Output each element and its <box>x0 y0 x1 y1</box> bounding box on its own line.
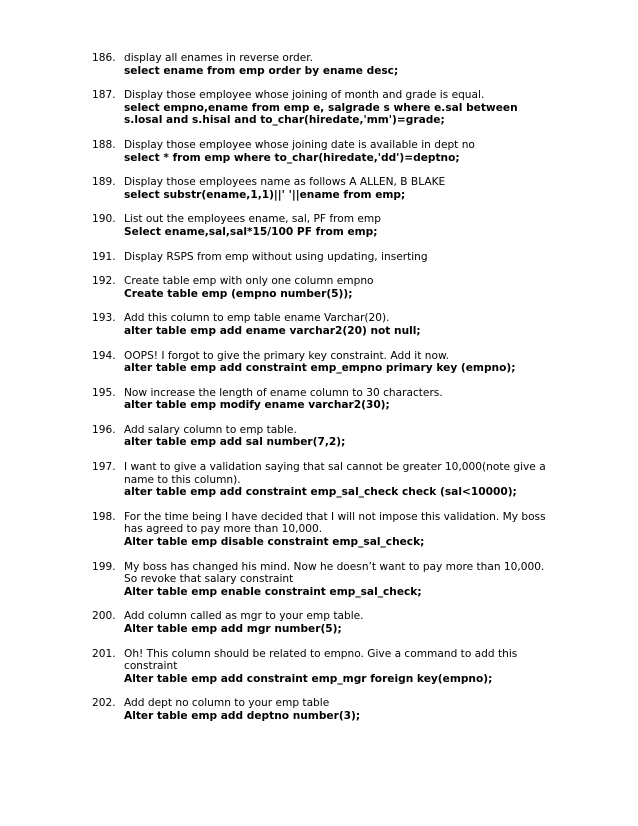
item-number: 190. <box>92 213 116 226</box>
item-body <box>124 648 552 686</box>
item-body <box>124 461 552 499</box>
item-body <box>124 312 552 337</box>
answer-sql: Select ename,sal,sal*15/100 PF from emp; <box>124 225 378 238</box>
list-item <box>92 648 552 686</box>
item-body <box>124 424 552 449</box>
answer-sql: select ename from emp order by ename desc; <box>124 64 399 77</box>
answer-sql: select empno,ename from emp e, salgrade s where e.sal between s.losal and s.hisal and to_char(hiredate,'mm')=grade; <box>124 101 518 127</box>
list-item <box>92 139 552 164</box>
list-item <box>92 176 552 201</box>
answer-sql: alter table emp add constraint emp_sal_check check (sal<10000); <box>124 486 517 499</box>
question-text: Create table emp with only one column empno <box>124 275 374 288</box>
question-text: Display those employee whose joining of month and grade is equal. <box>124 89 485 102</box>
question-text: Add salary column to emp table. <box>124 423 297 436</box>
item-body <box>124 350 552 375</box>
list-item <box>92 52 552 77</box>
item-number: 201. <box>92 647 116 660</box>
list-item <box>92 610 552 635</box>
list-item <box>92 424 552 449</box>
item-number: 192. <box>92 275 116 288</box>
item-body <box>124 387 552 412</box>
item-number: 198. <box>92 510 116 523</box>
item-body <box>124 52 552 77</box>
question-text: Now increase the length of ename column to 30 characters. <box>124 386 443 399</box>
answer-sql: alter table emp modify ename varchar2(30); <box>124 399 390 412</box>
item-number: 189. <box>92 176 116 189</box>
list-item <box>92 89 552 127</box>
question-text: For the time being I have decided that I will not impose this validation. My boss has agreed to pay more than 10,000. <box>124 510 546 536</box>
answer-sql: Create table emp (empno number(5)); <box>124 287 353 300</box>
item-number: 197. <box>92 461 116 474</box>
item-body <box>124 511 552 549</box>
item-number: 188. <box>92 138 116 151</box>
answer-sql: Alter table emp add mgr number(5); <box>124 623 342 635</box>
item-number: 191. <box>92 250 116 263</box>
list-item <box>92 251 552 264</box>
answer-sql: Alter table emp enable constraint emp_sal_check; <box>124 585 422 598</box>
answer-sql: Alter table emp disable constraint emp_sal_check; <box>124 536 425 549</box>
list-item <box>92 350 552 375</box>
answer-sql: alter table emp add ename varchar2(20) not null; <box>124 324 421 337</box>
item-number: 202. <box>92 697 116 710</box>
item-number: 195. <box>92 386 116 399</box>
answer-sql: alter table emp add constraint emp_empno primary key (empno); <box>124 362 516 375</box>
list-item <box>92 312 552 337</box>
item-body <box>124 176 552 201</box>
answer-sql: Alter table emp add constraint emp_mgr foreign key(empno); <box>124 672 493 685</box>
list-item <box>92 697 552 722</box>
list-item <box>92 561 552 599</box>
question-text: Add column called as mgr to your emp table. <box>124 610 364 623</box>
answer-sql: select substr(ename,1,1)||' '||ename from emp; <box>124 188 406 201</box>
item-body <box>124 213 552 238</box>
item-body <box>124 139 552 164</box>
list-item <box>92 387 552 412</box>
question-text: Add this column to emp table ename Varchar(20). <box>124 312 390 325</box>
item-number: 200. <box>92 610 116 623</box>
question-text: OOPS! I forgot to give the primary key constraint. Add it now. <box>124 349 450 362</box>
question-text: display all enames in reverse order. <box>124 52 314 64</box>
item-number: 194. <box>92 349 116 362</box>
question-text: Oh! This column should be related to empno. Give a command to add this constraint <box>124 647 518 673</box>
list-item <box>92 511 552 549</box>
list-item <box>92 461 552 499</box>
item-number: 187. <box>92 89 116 102</box>
list-item <box>92 275 552 300</box>
question-text: My boss has changed his mind. Now he doesn’t want to pay more than 10,000. So revoke that salary constraint <box>124 560 545 586</box>
item-number: 186. <box>92 52 116 64</box>
item-body <box>124 275 552 300</box>
item-number: 193. <box>92 312 116 325</box>
question-text: Display those employees name as follows A ALLEN, B BLAKE <box>124 176 446 189</box>
item-body <box>124 89 552 127</box>
question-text: Display RSPS from emp without using updating, inserting <box>124 250 428 263</box>
answer-sql: alter table emp add sal number(7,2); <box>124 436 346 449</box>
list-item <box>92 213 552 238</box>
question-text: I want to give a validation saying that sal cannot be greater 10,000(note give a name to this column). <box>124 461 546 486</box>
answer-sql: select * from emp where to_char(hiredate,'dd')=deptno; <box>124 151 460 164</box>
item-body <box>124 697 552 722</box>
question-list <box>92 52 552 735</box>
item-number: 196. <box>92 423 116 436</box>
item-number: 199. <box>92 560 116 573</box>
item-body <box>124 610 552 635</box>
question-text: Add dept no column to your emp table <box>124 697 330 710</box>
question-text: Display those employee whose joining date is available in dept no <box>124 138 475 151</box>
answer-sql: Alter table emp add deptno number(3); <box>124 709 361 722</box>
item-body <box>124 561 552 599</box>
item-body <box>124 251 552 264</box>
question-text: List out the employees ename, sal, PF from emp <box>124 213 381 226</box>
